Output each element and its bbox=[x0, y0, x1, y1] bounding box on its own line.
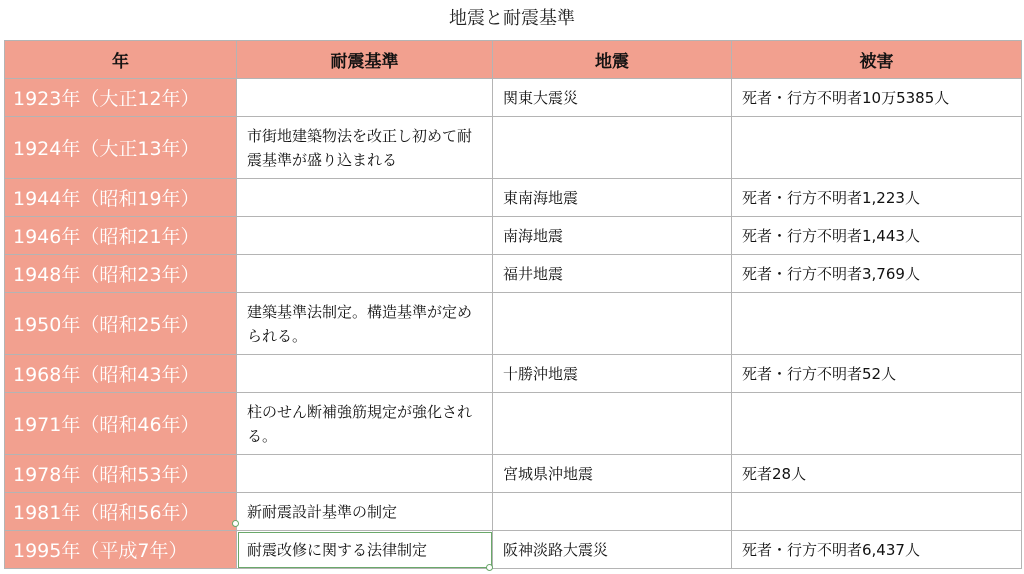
damage-cell[interactable] bbox=[732, 393, 1022, 455]
quake-cell[interactable]: 福井地震 bbox=[493, 255, 732, 293]
standard-cell[interactable]: 新耐震設計基準の制定 bbox=[237, 493, 493, 531]
standard-cell[interactable]: 柱のせん断補強筋規定が強化される。 bbox=[237, 393, 493, 455]
year-cell[interactable]: 1948年（昭和23年） bbox=[5, 255, 237, 293]
table-row bbox=[5, 117, 1022, 179]
header-year[interactable]: 年 bbox=[5, 41, 237, 79]
standard-cell[interactable] bbox=[237, 455, 493, 493]
quake-cell[interactable]: 南海地震 bbox=[493, 217, 732, 255]
damage-cell[interactable]: 死者・行方不明者52人 bbox=[732, 355, 1022, 393]
damage-cell[interactable] bbox=[732, 493, 1022, 531]
year-cell[interactable]: 1924年（大正13年） bbox=[5, 117, 237, 179]
quake-cell[interactable] bbox=[493, 117, 732, 179]
standard-cell-selected[interactable]: 耐震改修に関する法律制定 bbox=[237, 531, 493, 569]
year-cell[interactable]: 1946年（昭和21年） bbox=[5, 217, 237, 255]
table-row bbox=[5, 255, 1022, 293]
damage-cell[interactable]: 死者・行方不明者1,443人 bbox=[732, 217, 1022, 255]
header-row bbox=[5, 41, 1022, 79]
header-quake[interactable]: 地震 bbox=[493, 41, 732, 79]
year-cell[interactable]: 1978年（昭和53年） bbox=[5, 455, 237, 493]
standard-cell[interactable] bbox=[237, 355, 493, 393]
header-standard[interactable]: 耐震基準 bbox=[237, 41, 493, 79]
quake-cell[interactable]: 阪神淡路大震災 bbox=[493, 531, 732, 569]
standard-cell[interactable]: 市街地建築物法を改正し初めて耐震基準が盛り込まれる bbox=[237, 117, 493, 179]
standard-cell[interactable] bbox=[237, 255, 493, 293]
earthquake-table bbox=[4, 40, 1022, 569]
quake-cell[interactable]: 東南海地震 bbox=[493, 179, 732, 217]
year-cell[interactable]: 1968年（昭和43年） bbox=[5, 355, 237, 393]
damage-cell[interactable] bbox=[732, 293, 1022, 355]
standard-cell[interactable]: 建築基準法制定。構造基準が定められる。 bbox=[237, 293, 493, 355]
table-row bbox=[5, 493, 1022, 531]
quake-cell[interactable] bbox=[493, 293, 732, 355]
quake-cell[interactable]: 宮城県沖地震 bbox=[493, 455, 732, 493]
quake-cell[interactable]: 関東大震災 bbox=[493, 79, 732, 117]
year-cell[interactable]: 1923年（大正12年） bbox=[5, 79, 237, 117]
year-cell[interactable]: 1995年（平成7年） bbox=[5, 531, 237, 569]
year-cell[interactable]: 1944年（昭和19年） bbox=[5, 179, 237, 217]
table-row bbox=[5, 531, 1022, 569]
quake-cell[interactable]: 十勝沖地震 bbox=[493, 355, 732, 393]
damage-cell[interactable]: 死者・行方不明者10万5385人 bbox=[732, 79, 1022, 117]
damage-cell[interactable]: 死者・行方不明者1,223人 bbox=[732, 179, 1022, 217]
damage-cell[interactable]: 死者・行方不明者6,437人 bbox=[732, 531, 1022, 569]
table-title: 地震と耐震基準 bbox=[449, 8, 575, 29]
year-cell[interactable]: 1971年（昭和46年） bbox=[5, 393, 237, 455]
table-row bbox=[5, 355, 1022, 393]
quake-cell[interactable] bbox=[493, 393, 732, 455]
selection-handle-top-left[interactable] bbox=[232, 520, 239, 527]
standard-cell[interactable] bbox=[237, 79, 493, 117]
damage-cell[interactable] bbox=[732, 117, 1022, 179]
standard-cell[interactable] bbox=[237, 179, 493, 217]
table-row bbox=[5, 393, 1022, 455]
header-damage[interactable]: 被害 bbox=[732, 41, 1022, 79]
table-row bbox=[5, 179, 1022, 217]
year-cell[interactable]: 1950年（昭和25年） bbox=[5, 293, 237, 355]
damage-cell[interactable]: 死者28人 bbox=[732, 455, 1022, 493]
table-row bbox=[5, 455, 1022, 493]
standard-cell[interactable] bbox=[237, 217, 493, 255]
table-row bbox=[5, 79, 1022, 117]
table-row bbox=[5, 293, 1022, 355]
selection-handle-bottom-right[interactable] bbox=[486, 564, 493, 571]
quake-cell[interactable] bbox=[493, 493, 732, 531]
table-row bbox=[5, 217, 1022, 255]
damage-cell[interactable]: 死者・行方不明者3,769人 bbox=[732, 255, 1022, 293]
year-cell[interactable]: 1981年（昭和56年） bbox=[5, 493, 237, 531]
